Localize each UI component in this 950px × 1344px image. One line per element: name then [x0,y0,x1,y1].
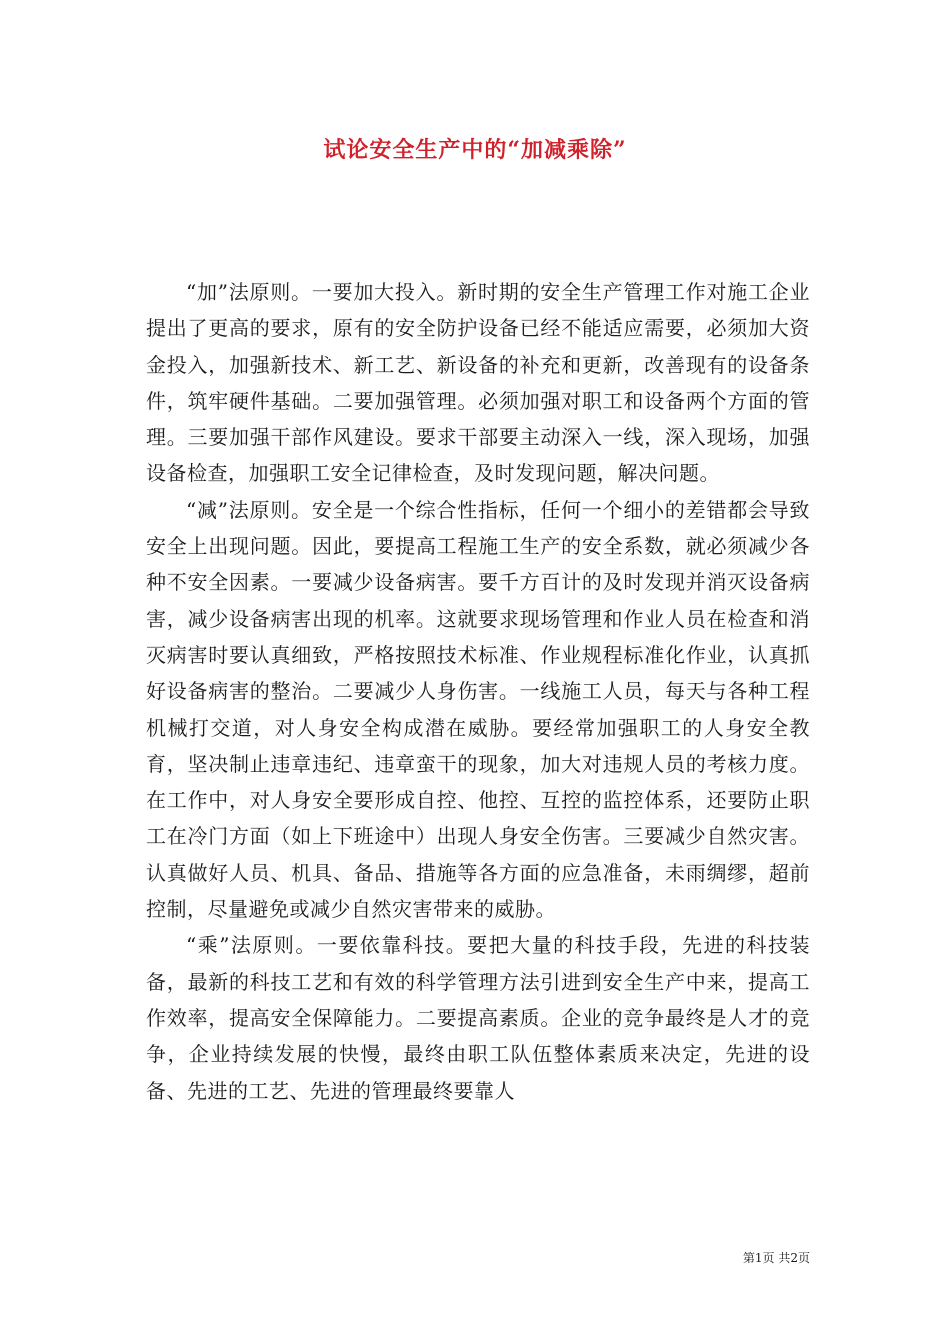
footer-suffix: 页 [797,1251,810,1265]
footer-prefix: 第 [742,1251,755,1265]
document-body [146,274,810,1109]
footer-middle: 页 共 [762,1251,791,1265]
footer-total-pages: 2 [790,1251,798,1265]
paragraph-multiplication: “乘”法原则。一要依靠科技。要把大量的科技手段，先进的科技装备，最新的科技工艺和有效的科学管理方法引进到安全生产中来，提高工作效率，提高安全保障能力。二要提高素质。企业的竞争最终是人才的竞争，企业持续发展的快慢，最终由职工队伍整体素质来决定，先进的设备、先进的工艺、先进的管理最终要靠人 [146,933,810,1103]
paragraph-addition: “加”法原则。一要加大投入。新时期的安全生产管理工作对施工企业提出了更高的要求，原有的安全防护设备已经不能适应需要，必须加大资金投入，加强新技术、新工艺、新设备的补充和更新，改善现有的设备条件，筑牢硬件基础。二要加强管理。必须加强对职工和设备两个方面的管理。三要加强干部作风建设。要求干部要主动深入一线，深入现场，加强设备检查，加强职工安全记律检查，及时发现问题，解决问题。 [146,280,810,486]
page-number-footer [690,1249,810,1266]
document-title: 试论安全生产中的“加减乘除” [323,137,627,163]
footer-current-page: 1 [754,1251,763,1265]
paragraph-subtraction: “减”法原则。安全是一个综合性指标，任何一个细小的差错都会导致安全上出现问题。因此，要提高工程施工生产的安全系数，就必须减少各种不安全因素。一要减少设备病害。要千方百计的及时发现并消灭设备病害，减少设备病害出现的机率。这就要求现场管理和作业人员在检查和消灭病害时要认真细致，严格按照技术标准、作业规程标准化作业，认真抓好设备病害的整治。二要减少人身伤害。一线施工人员，每天与各种工程机械打交道，对人身安全构成潜在威胁。要经常加强职工的人身安全教育，坚决制止违章违纪、违章蛮干的现象，加大对违规人员的考核力度。在工作中，对人身安全要形成自控、他控、互控的监控体系，还要防止职工在冷门方面（如上下班途中）出现人身安全伤害。三要减少自然灾害。认真做好人员、机具、备品、措施等各方面的应急准备，未雨绸缪，超前控制，尽量避免或减少自然灾害带来的威胁。 [146,497,810,922]
